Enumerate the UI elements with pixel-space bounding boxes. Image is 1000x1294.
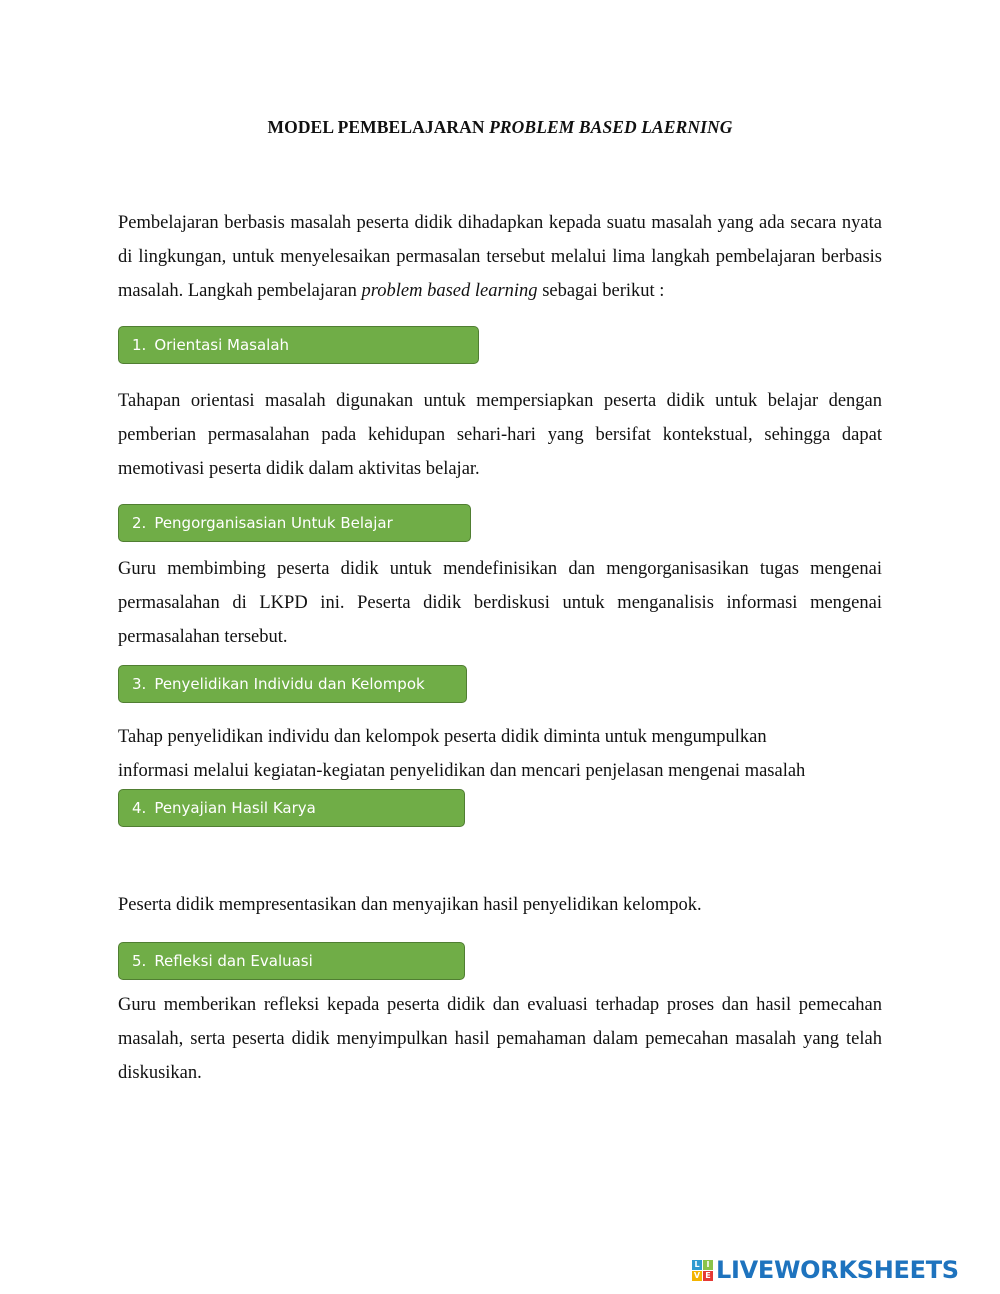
step-1-description: Tahapan orientasi masalah digunakan untuk mempersiapkan peserta didik untuk belajar dengan pemberian permasalahan pada kehidupan sehari-hari yang bersifat kontekstual, sehingga dapat memotivasi peserta didik dalam aktivitas belajar. (118, 391, 882, 479)
step-3-description: Tahap penyelidikan individu dan kelompok peserta didik diminta untuk mengumpulkan informasi melalui kegiatan-kegiatan penyelidikan dan mencari penjelasan mengenai masalah (118, 727, 806, 781)
step-4-header (118, 789, 465, 827)
step-3-header (118, 665, 467, 703)
page-title (0, 117, 1000, 138)
step-number: 5. (132, 952, 147, 970)
step-number: 3. (132, 675, 147, 693)
step-5-header (118, 942, 465, 980)
title-main: MODEL PEMBELAJARAN (267, 117, 490, 137)
step-label: Penyajian Hasil Karya (154, 799, 316, 817)
intro-paragraph: Pembelajaran berbasis masalah peserta didik dihadapkan kepada suatu masalah yang ada secara nyata di lingkungan, untuk menyelesaikan permasalan tersebut melalui lima langkah pembelajaran berbasis masalah. Langkah pembelajaran problem based learning sebagai berikut : (118, 213, 882, 301)
step-2-header (118, 504, 471, 542)
logo-letter: E (703, 1271, 713, 1281)
step-4-description: Peserta didik mempresentasikan dan menyajikan hasil penyelidikan kelompok. (118, 895, 702, 915)
step-label: Refleksi dan Evaluasi (154, 952, 313, 970)
liveworksheets-logo-icon (692, 1260, 713, 1281)
step-5-description: Guru memberikan refleksi kepada peserta didik dan evaluasi terhadap proses dan hasil pemecahan masalah, serta peserta didik menyimpulkan hasil pemahaman dalam pemecahan masalah yang telah diskusikan. (118, 995, 882, 1083)
step-number: 4. (132, 799, 147, 817)
step-label: Orientasi Masalah (154, 336, 290, 354)
logo-letter: L (692, 1260, 702, 1270)
step-label: Pengorganisasian Untuk Belajar (154, 514, 393, 532)
title-italic: PROBLEM BASED LAERNING (489, 117, 733, 137)
liveworksheets-logo (692, 1253, 959, 1287)
logo-letter: V (693, 1270, 701, 1280)
step-label: Penyelidikan Individu dan Kelompok (154, 675, 425, 693)
step-2-description: Guru membimbing peserta didik untuk mendefinisikan dan mengorganisasikan tugas mengenai permasalahan di LKPD ini. Peserta didik berdiskusi untuk menganalisis informasi mengenai permasalahan tersebut. (118, 559, 882, 647)
step-1-header (118, 326, 479, 364)
step-number: 2. (132, 514, 147, 532)
intro-italic-term: problem based learning (361, 281, 538, 301)
logo-wordmark: LIVEWORKSHEETS (716, 1256, 959, 1284)
logo-letter: I (703, 1260, 713, 1270)
step-number: 1. (132, 336, 147, 354)
